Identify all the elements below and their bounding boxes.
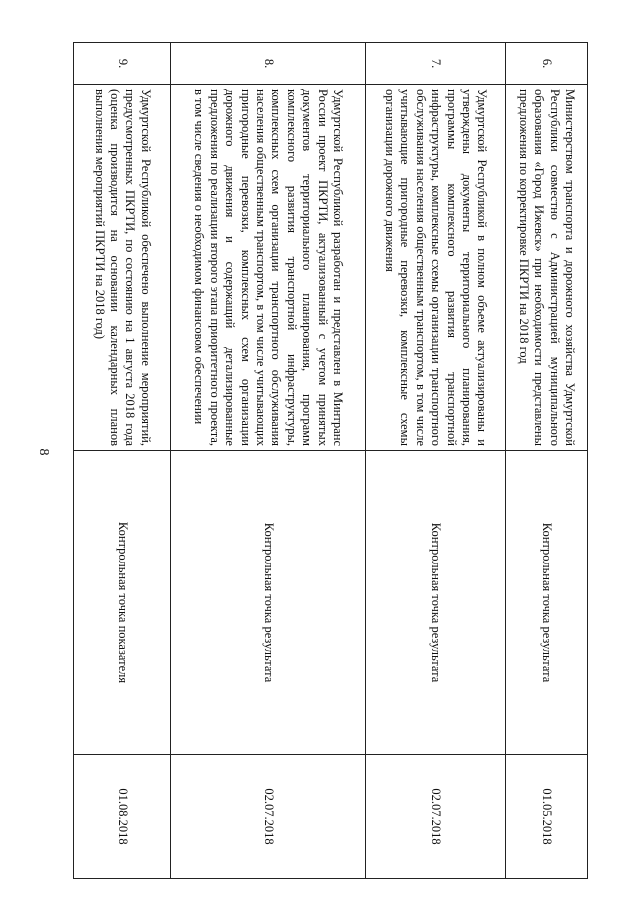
- table-row: [171, 43, 366, 879]
- row-type: Контрольная точка результата: [171, 451, 366, 755]
- row-number: 7.: [366, 43, 506, 85]
- row-description: Удмуртской Республикой разработан и представлен в Минтранс России проект ПКРТИ, актуализованный с учетом принятых документов территориального планирования, программ комплексного развития транспортной инфраструктуры, комплексных схем организации транспортного обслуживания населения общественным транспортом, в том числе учитывающих пригородные перевозки, комплексных схем организации дорожного движения и содержащий детализированные предложения по реализации второго этапа приоритетного проекта, в том числе сведения о необходимом финансовом обеспечении: [171, 85, 366, 451]
- row-date: 01.08.2018: [74, 755, 171, 879]
- row-type: Контрольная точка результата: [366, 451, 506, 755]
- row-date: 01.05.2018: [506, 755, 588, 879]
- table-row: [74, 43, 171, 879]
- row-number: 8.: [171, 43, 366, 85]
- page-number: 8: [36, 448, 51, 456]
- table-row: [506, 43, 588, 879]
- row-type: Контрольная точка результата: [506, 451, 588, 755]
- row-description: Министерством транспорта и дорожного хозяйства Удмуртской Республики совместно с Администрацией муниципального образования «Город Ижевск» при необходимости представлены предложения по корректировке ПКРТИ на 2018 год: [506, 85, 588, 451]
- row-description: Удмуртской Республикой в полном объеме актуализированы и утверждены документы территориального планирования, программы комплексного развития транспортной инфраструктуры, комплексные схемы организации транспортного обслуживания населения общественным транспортом, в том числе учитывающие пригородные перевозки, комплексные схемы организации дорожного движения: [366, 85, 506, 451]
- table-row: [366, 43, 506, 879]
- rotated-table-wrapper: [74, 42, 588, 878]
- row-type: Контрольная точка показателя: [74, 451, 171, 755]
- row-number: 6.: [506, 43, 588, 85]
- row-date: 02.07.2018: [366, 755, 506, 879]
- row-date: 02.07.2018: [171, 755, 366, 879]
- control-points-table: [73, 42, 588, 879]
- row-number: 9.: [74, 43, 171, 85]
- row-description: Удмуртской Республикой обеспечено выполнение мероприятий, предусмотренных ПКРТИ, по состоянию на 1 августа 2018 года (оценка производится на основании календарных планов выполнения мероприятий ПКРТИ на 2018 год): [74, 85, 171, 451]
